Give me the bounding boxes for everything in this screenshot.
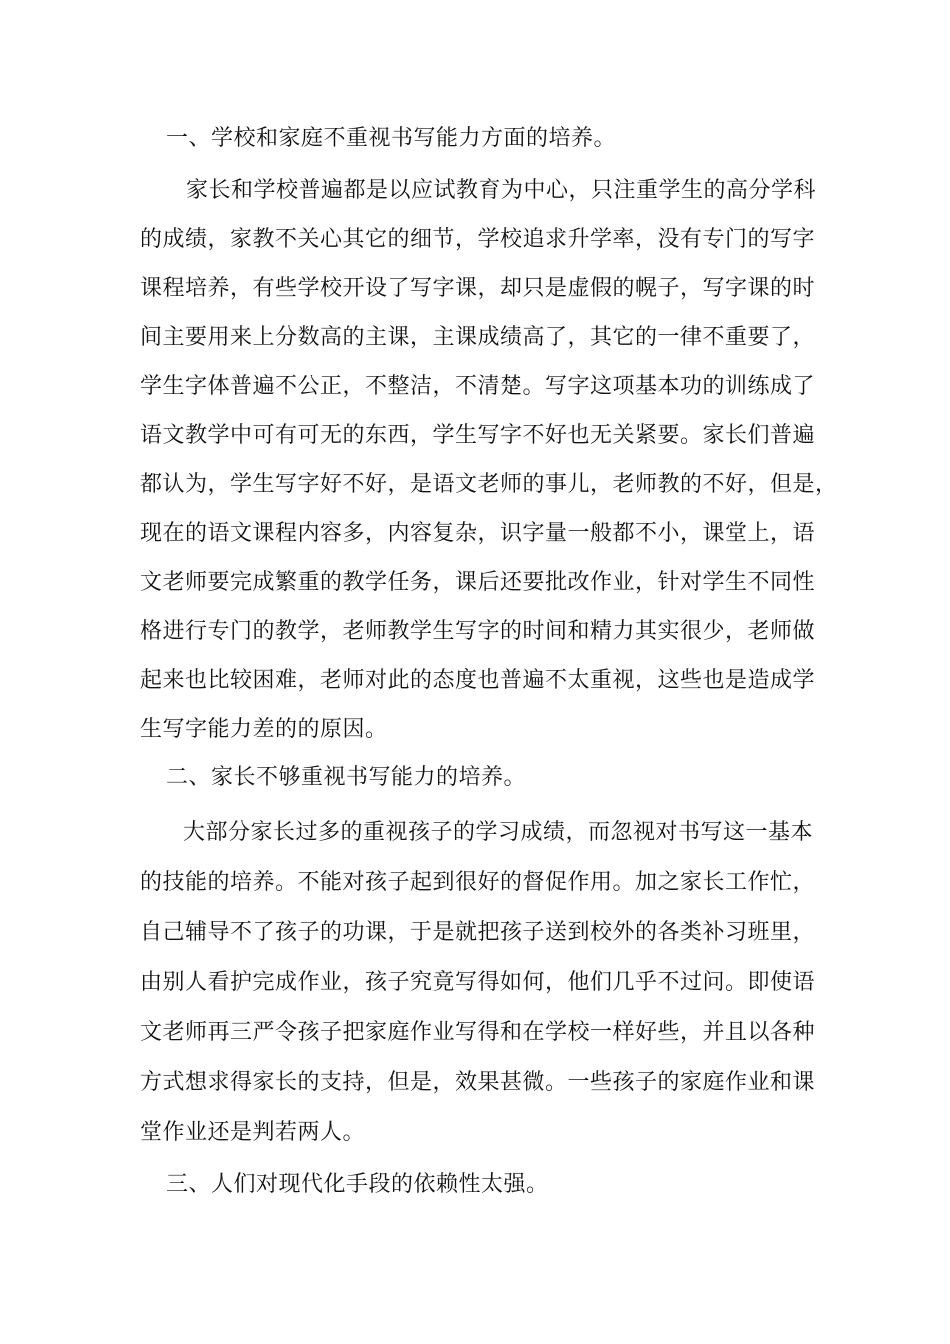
paragraph-line: 方式想求得家长的支持，但是，效果甚微。一些孩子的家庭作业和课 [140, 1070, 816, 1095]
paragraph-line: 现在的语文课程内容多，内容复杂，识字量一般都不小，课堂上，语 [140, 521, 816, 546]
paragraph-line: 文老师再三严令孩子把家庭作业写得和在学校一样好些，并且以各种 [140, 1020, 816, 1045]
paragraph-line: 课程培养，有些学校开设了写字课，却只是虚假的幌子，写字课的时 [140, 276, 816, 301]
paragraph-line: 的技能的培养。不能对孩子起到很好的督促作用。加之家长工作忙， [140, 870, 816, 895]
paragraph-line: 文老师要完成繁重的教学任务，课后还要批改作业，针对学生不同性 [140, 570, 816, 595]
paragraph-line: 自己辅导不了孩子的功课，于是就把孩子送到校外的各类补习班里， [140, 920, 816, 945]
paragraph-line: 间主要用来上分数高的主课，主课成绩高了，其它的一律不重要了， [140, 325, 816, 350]
paragraph-line: 学生字体普遍不公正，不整洁，不清楚。写字这项基本功的训练成了 [140, 374, 816, 399]
paragraph-line: 起来也比较困难，老师对此的态度也普遍不太重视，这些也是造成学 [140, 668, 816, 693]
paragraph-line: 格进行专门的教学，老师教学生写字的时间和精力其实很少，老师做 [140, 619, 816, 644]
paragraph-line: 的成绩，家教不关心其它的细节，学校追求升学率，没有专门的写字 [140, 227, 816, 252]
paragraph-line: 都认为，学生写字好不好，是语文老师的事儿，老师教的不好，但是， [140, 472, 838, 497]
section-heading-1: 一、学校和家庭不重视书写能力方面的培养。 [166, 126, 617, 151]
paragraph-line: 大部分家长过多的重视孩子的学习成绩，而忽视对书写这一基本 [183, 820, 814, 845]
section-heading-2: 二、家长不够重视书写能力的培养。 [166, 765, 527, 790]
paragraph-line: 堂作业还是判若两人。 [140, 1120, 366, 1145]
paragraph-line: 由别人看护完成作业，孩子究竟写得如何，他们几乎不过问。即使语 [140, 970, 816, 995]
paragraph-line: 家长和学校普遍都是以应试教育为中心，只注重学生的高分学科 [186, 178, 817, 203]
section-heading-3: 三、人们对现代化手段的依赖性太强。 [166, 1172, 549, 1197]
paragraph-line: 生写字能力差的的原因。 [140, 717, 388, 742]
paragraph-line: 语文教学中可有可无的东西，学生写字不好也无关紧要。家长们普遍 [140, 423, 816, 448]
